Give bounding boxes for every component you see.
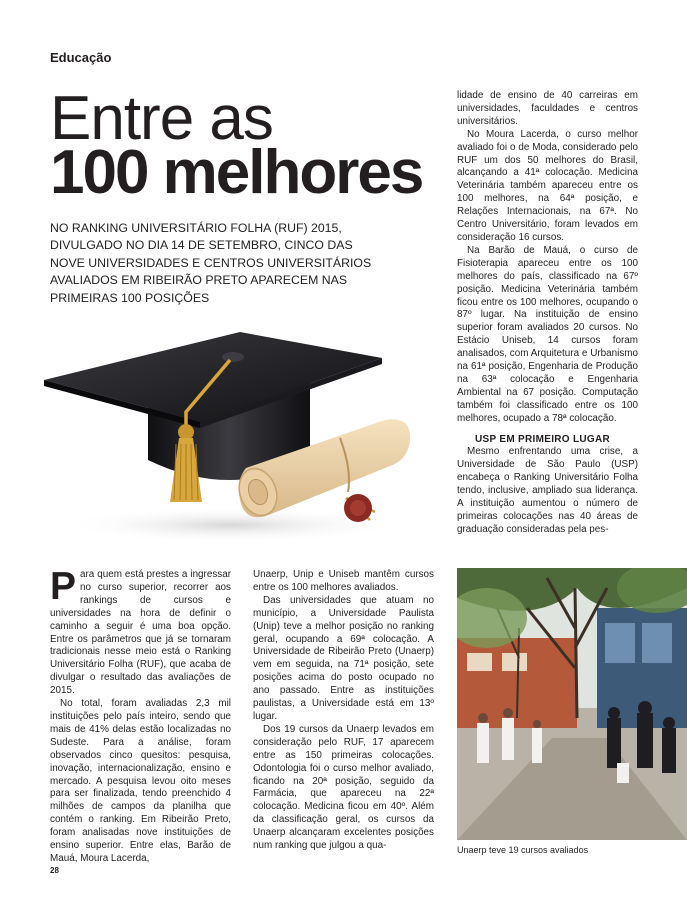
subtitle: NO RANKING UNIVERSITÁRIO FOLHA (RUF) 2015, DIVULGADO NO DIA 14 DE SETEMBRO, CINCO DAS NOVE UNIVERSIDADES E CENTROS UNIVERSITÁRIOS AVALIADOS EM RIBEIRÃO PRETO APARECEM NAS PRIMEIRAS 100 POSIÇÕES	[50, 221, 372, 305]
page-number: 28	[50, 866, 59, 875]
article-column-2	[253, 569, 434, 853]
paragraph: lidade de ensino de 40 carreiras em universidades, faculdades e centros universitários.	[457, 90, 638, 127]
paragraph: Dos 19 cursos da Unaerp levados em consideração pelo RUF, 17 aparecem entre as 150 primeiras colocações. Odontologia foi o curso melhor avaliado, ficando na 20ª posição, seguido da Farmácia, que apareceu na 22ª colocação. Medicina ficou em 40º. Além da classificação geral, os cursos da Unaerp alcançaram excelentes posições num ranking que julgou a qua-	[253, 723, 434, 852]
paragraph: Na Barão de Mauá, o curso de Fisioterapia apareceu entre os 100 melhores do país, classificado na 67º posição. Medicina Veterinária também ficou entre os 100 melhores, ocupando o 87º lugar. Na instituição de ensino superior foram avaliados 20 cursos. No Estácio Uniseb, 14 cursos foram analisados, com Arquitetura e Urbanismo na 61ª posição, Engenharia de Produção na 63ª colocação e Engenharia Ambiental na 67 posição. Computação também foi classificado entre os 100 melhores, ocupado a 78ª colocação.	[457, 244, 638, 424]
section-label: Educação	[50, 50, 112, 65]
paragraph: Unaerp, Unip e Uniseb mantêm cursos entre os 100 melhores avaliados.	[253, 569, 434, 593]
campus-photo	[457, 568, 687, 840]
photo-caption: Unaerp teve 19 cursos avaliados	[457, 845, 589, 855]
subheading: USP EM PRIMEIRO LUGAR	[475, 433, 611, 445]
article-right-column-top	[457, 90, 638, 537]
headline-line-2: 100 melhores	[50, 138, 423, 207]
paragraph: No Moura Lacerda, o curso melhor avaliado foi o de Moda, considerado pelo RUF um dos 50 melhores do Brasil, alcançando a 41ª colocação. Medicina Veterinária também apareceu entre os 100 melhores, na 64ª posição, e Relações Internacionais, na 67ª. No Centro Universitário, foram levados em consideração 16 cursos.	[457, 128, 638, 243]
paragraph	[50, 565, 231, 698]
paragraph-text: ara quem está prestes a ingressar no curso superior, recorrer aos rankings de cursos e universidades na hora de definir o caminho a seguir é uma boa opção. Entre os parâmetros que já se tornaram tradicionais nesse meio está o Ranking Universitário Folha (RUF), que acaba de divulgar o resultado das avaliações de 2015.	[50, 569, 231, 697]
drop-cap: P	[50, 565, 77, 608]
graduation-illustration	[40, 320, 420, 550]
paragraph: Das universidades que atuam no município, a Universidade Paulista (Unip) teve a melhor posição no ranking geral, ocupando a 69ª colocação. A Universidade de Ribeirão Preto (Unaerp) vem em seguida, na 71ª posição, sete posições acima do posto ocupado no ano passado. Entre as instituições paulistas, a Universidade está em 13º lugar.	[253, 594, 434, 722]
article-column-1	[50, 565, 231, 866]
paragraph: Mesmo enfrentando uma crise, a Universidade de São Paulo (USP) encabeça o Ranking Universitário Folha tendo, inclusive, ampliado sua liderança. A instituição aumentou o número de primeiras colocações nas 40 áreas de graduação consideradas pela pes-	[457, 446, 638, 535]
headline-line-1: Entre as	[50, 84, 273, 153]
paragraph: No total, foram avaliadas 2,3 mil instituições pelo país inteiro, sendo que mais de 41% delas estão localizadas no Sudeste. Para a análise, foram observados cinco quesitos: pesquisa, inovação, internacionalização, ensino e mercado. A pesquisa levou oito meses para ser finalizada, tendo preenchido 4 milhões de campos da planilha que contém o ranking. Em Ribeirão Preto, foram analisadas nove instituições de ensino superior. Entre elas, Barão de Mauá, Moura Lacerda,	[50, 698, 231, 864]
